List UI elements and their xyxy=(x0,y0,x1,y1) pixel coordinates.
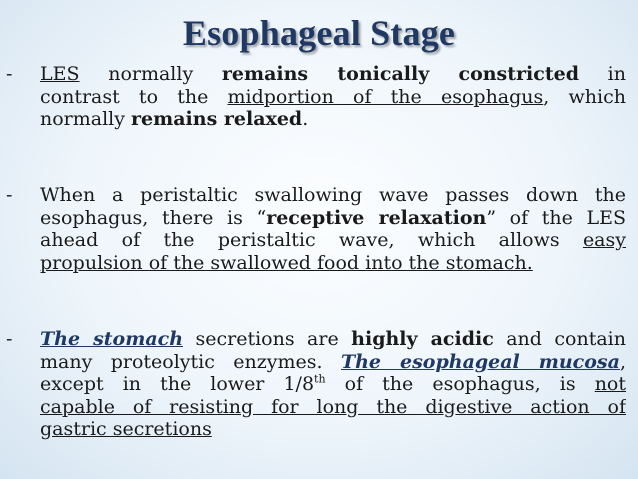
text-run: not xyxy=(594,373,626,395)
text-run: The esophageal mucosa xyxy=(340,350,620,373)
text-line xyxy=(40,396,626,419)
text-run: propulsion of the swallowed food into the stomach. xyxy=(40,251,533,274)
text-run: easy xyxy=(582,229,626,251)
bullet-text xyxy=(40,63,626,131)
text-run: th xyxy=(314,373,326,386)
text-run: When a peristaltic swallowing wave passes down the xyxy=(40,184,626,206)
text-run: except in the lower 1/8 xyxy=(40,373,315,395)
text-run: . xyxy=(302,108,309,130)
text-line xyxy=(40,373,626,396)
text-line xyxy=(40,108,626,131)
text-run: ” of the LES xyxy=(486,206,626,229)
text-run: receptive relaxation xyxy=(266,206,487,229)
text-line xyxy=(40,63,626,86)
text-run: midportion of the esophagus xyxy=(227,85,544,108)
text-run: capable of resisting for long the digestive action of xyxy=(40,395,626,418)
text-run: many proteolytic enzymes. xyxy=(40,350,341,373)
bullet-text xyxy=(40,184,626,274)
text-run: LES xyxy=(40,63,80,85)
text-line xyxy=(40,351,626,374)
text-run: , xyxy=(619,350,626,373)
text-run: The stomach xyxy=(40,328,184,350)
text-run: contrast to the xyxy=(40,85,228,108)
text-run: remains tonically constricted xyxy=(221,63,579,85)
text-run: ahead of the peristaltic wave, which allows xyxy=(40,229,583,251)
text-run: of the esophagus, is xyxy=(325,373,595,395)
text-run: normally xyxy=(79,63,222,85)
text-line xyxy=(40,184,626,207)
text-run: highly acidic xyxy=(351,328,494,350)
text-run: esophagus, there is “ xyxy=(40,206,267,229)
bullet-marker: - xyxy=(6,63,13,85)
text-run: remains relaxed xyxy=(131,108,303,130)
text-line xyxy=(40,418,626,441)
bullet-marker: - xyxy=(6,184,13,206)
text-run: , which xyxy=(543,85,626,108)
slide-title: Esophageal Stage xyxy=(182,13,456,53)
bullet-marker: - xyxy=(6,328,13,350)
text-run: secretions are xyxy=(183,328,352,350)
text-run: gastric secretions xyxy=(40,418,212,440)
text-run: and contain xyxy=(493,328,626,350)
text-line xyxy=(40,328,626,351)
text-line xyxy=(40,207,626,230)
text-line xyxy=(40,252,626,275)
bullet-text xyxy=(40,328,626,441)
text-line xyxy=(40,86,626,109)
text-run: normally xyxy=(40,108,132,130)
text-line xyxy=(40,229,626,252)
text-run: in xyxy=(578,63,626,85)
